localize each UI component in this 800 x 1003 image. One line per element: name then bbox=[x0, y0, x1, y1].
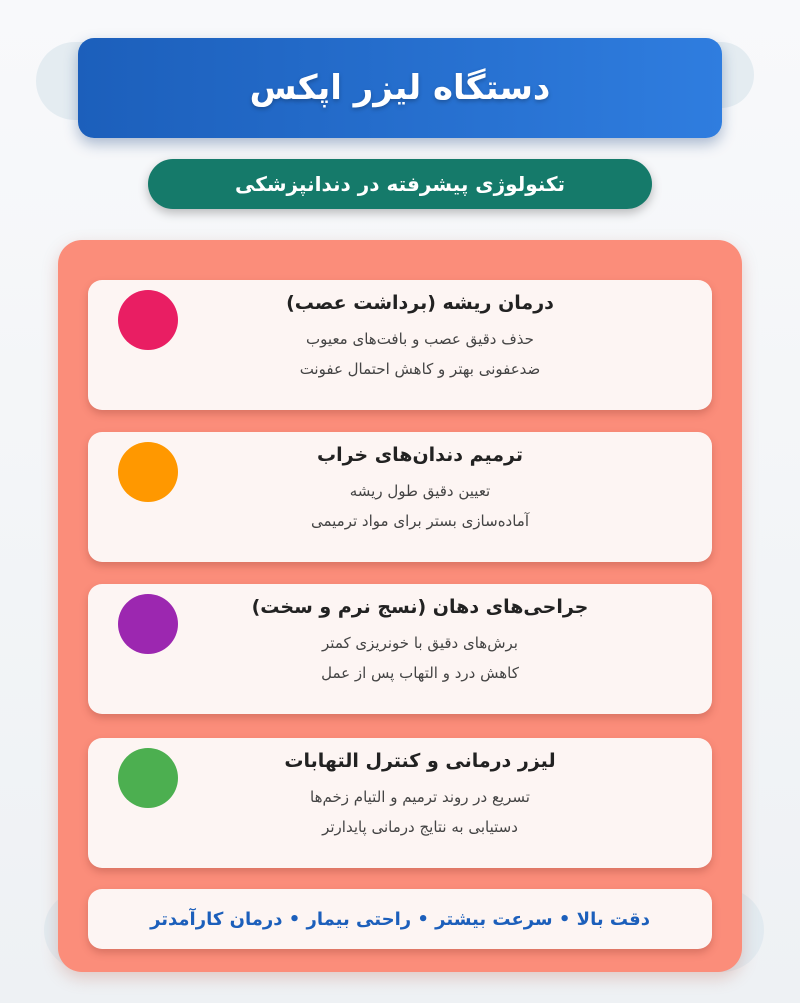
feature-card-line: برش‌های دقیق با خونریزی کمتر bbox=[322, 634, 518, 652]
feature-card-line: کاهش درد و التهاب پس از عمل bbox=[321, 664, 519, 682]
benefits-footer bbox=[88, 889, 712, 949]
feature-card-title: درمان ریشه (برداشت عصب) bbox=[286, 292, 554, 314]
feature-card-line: ضدعفونی بهتر و کاهش احتمال عفونت bbox=[299, 360, 541, 378]
feature-card-oral-surgery bbox=[88, 584, 712, 714]
feature-card-title: ترمیم دندان‌های خراب bbox=[316, 444, 524, 466]
feature-card-title: لیزر درمانی و کنترل التهابات bbox=[284, 750, 556, 772]
feature-card-line: تسریع در روند ترمیم و التیام زخم‌ها bbox=[310, 788, 530, 806]
feature-card-laser-therapy bbox=[88, 738, 712, 868]
feature-card-root-canal bbox=[88, 280, 712, 410]
feature-card-line: دستیابی به نتایج درمانی پایدارتر bbox=[322, 818, 518, 836]
feature-card-line: تعیین دقیق طول ریشه bbox=[349, 482, 491, 500]
subtitle-banner bbox=[148, 159, 652, 209]
title-banner bbox=[78, 38, 722, 138]
feature-card-line: حذف دقیق عصب و بافت‌های معیوب bbox=[306, 330, 534, 348]
feature-card-title: جراحی‌های دهان (نسج نرم و سخت) bbox=[251, 596, 589, 618]
feature-card-restoration bbox=[88, 432, 712, 562]
benefits-text: دقت بالا • سرعت بیشتر • راحتی بیمار • درمان کارآمدتر bbox=[150, 908, 650, 930]
page-title: دستگاه لیزر اپکس bbox=[249, 68, 551, 108]
page-subtitle: تکنولوژی پیشرفته در دندانپزشکی bbox=[234, 172, 566, 196]
feature-card-line: آماده‌سازی بستر برای مواد ترمیمی bbox=[310, 512, 530, 530]
